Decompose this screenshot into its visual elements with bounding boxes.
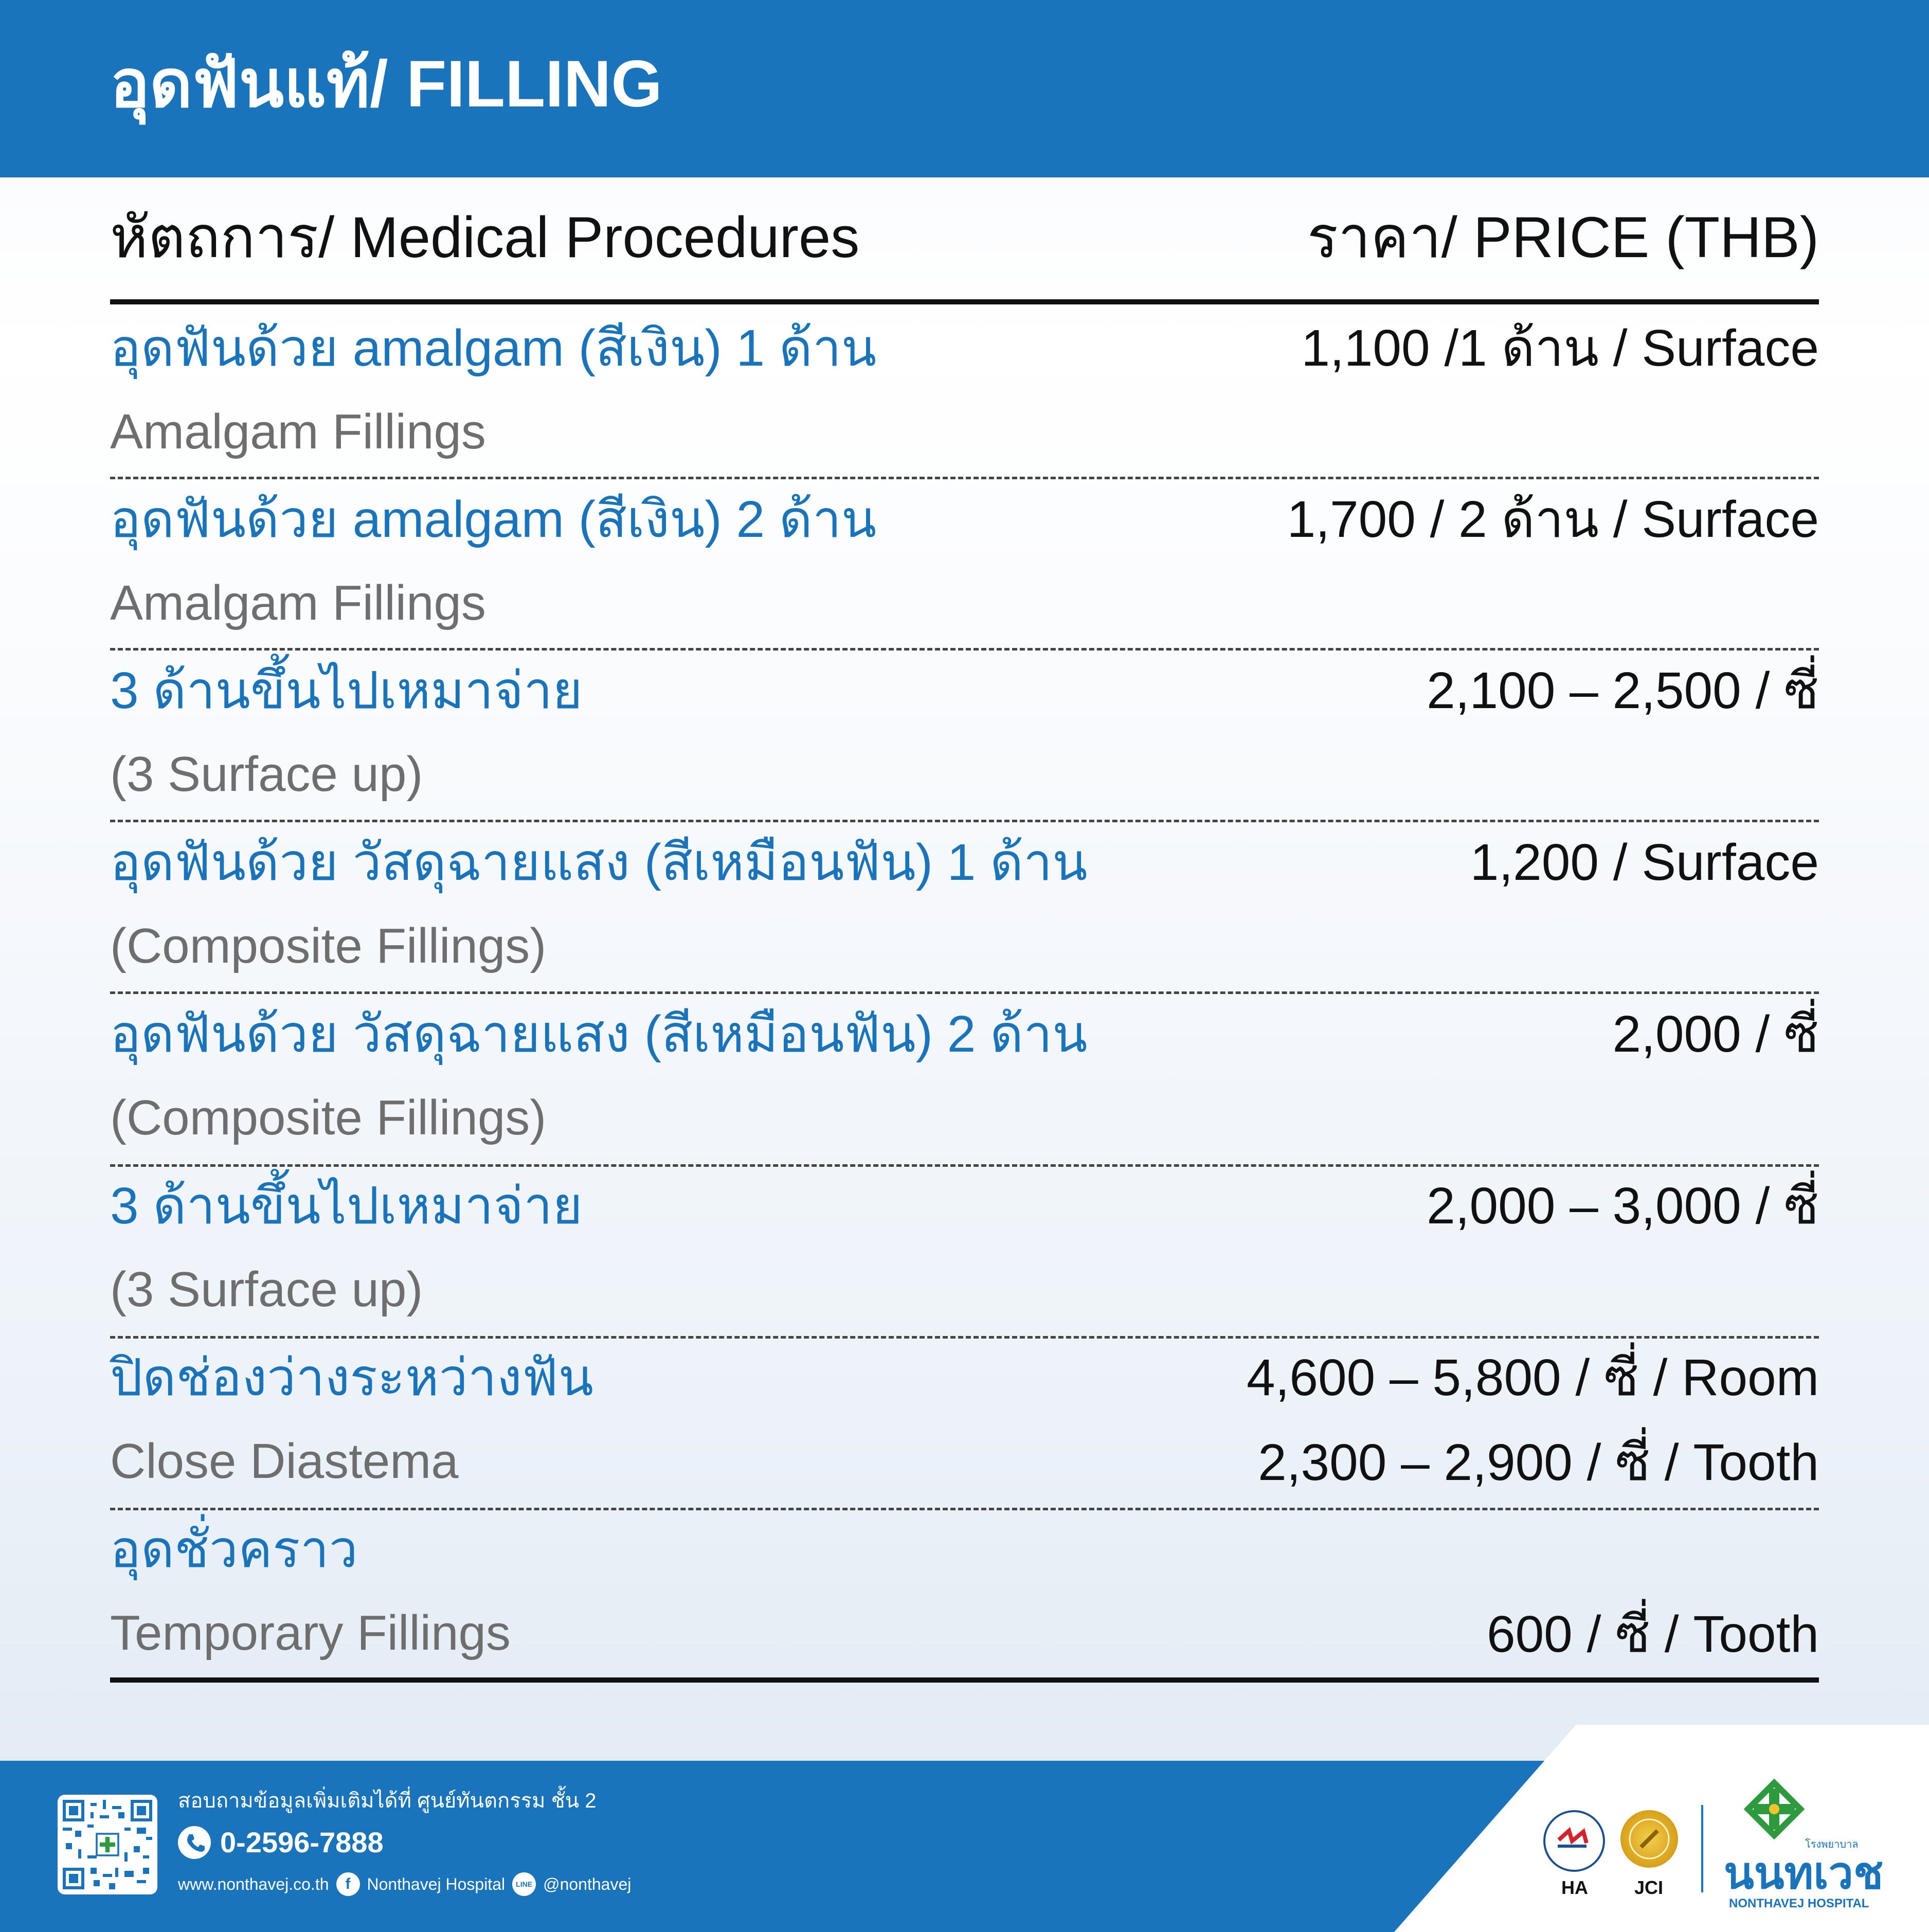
line-link[interactable]: @nonthavej — [543, 1874, 632, 1893]
phone-number[interactable]: 0-2596-7888 — [220, 1826, 384, 1858]
table-row — [110, 478, 1819, 648]
column-header-price: ราคา/ PRICE (THB) — [1307, 205, 1819, 269]
table-row — [110, 649, 1819, 819]
table-row — [110, 1165, 1819, 1334]
price-tooth: 600 / ซี่ / Tooth — [1486, 1605, 1819, 1663]
price: 1,200 / Surface — [1470, 834, 1819, 891]
procedure-english: Amalgam Fillings — [110, 404, 486, 459]
procedure-thai: 3 ด้านขึ้นไปเหมาจ่าย — [110, 1177, 583, 1235]
hospital-logo-icon — [1733, 1768, 1815, 1853]
procedure-thai: อุดฟันด้วย amalgam (สีเงิน) 2 ด้าน — [110, 491, 877, 548]
table-row — [110, 1337, 1819, 1506]
procedure-thai: 3 ด้านขึ้นไปเหมาจ่าย — [110, 662, 583, 719]
price: 2,000 / ซี่ — [1612, 1005, 1819, 1063]
procedure-english: Temporary Fillings — [110, 1605, 511, 1660]
procedure-thai: อุดชั่วคราว — [110, 1521, 358, 1578]
table-row — [110, 1508, 1819, 1678]
procedure-english: Close Diastema — [110, 1434, 459, 1489]
line-icon: LINE — [512, 1872, 536, 1896]
procedure-english: Amalgam Fillings — [110, 575, 486, 630]
ha-accreditation-icon — [1543, 1810, 1605, 1872]
table-bottom-rule — [110, 1677, 1819, 1683]
logo-english-name: NONTHAVEJ HOSPITAL — [1729, 1897, 1869, 1910]
table-top-rule — [110, 299, 1819, 304]
jci-label: JCI — [1634, 1877, 1664, 1898]
price-tooth: 2,300 – 2,900 / ซี่ / Tooth — [1258, 1434, 1819, 1491]
phone-icon — [178, 1826, 211, 1859]
qr-code[interactable] — [58, 1795, 157, 1894]
facebook-link[interactable]: Nonthavej Hospital — [367, 1874, 506, 1893]
page-title: อุดฟันแท้/ FILLING — [110, 47, 662, 121]
procedure-thai: อุดฟันด้วย วัสดุฉายแสง (สีเหมือนฟัน) 2 ด้าน — [110, 1005, 1088, 1063]
footer-divider — [1701, 1805, 1703, 1892]
jci-accreditation-icon — [1620, 1810, 1678, 1868]
procedure-english: (3 Surface up) — [110, 747, 423, 802]
procedure-thai: อุดฟันด้วย วัสดุฉายแสง (สีเหมือนฟัน) 1 ด้าน — [110, 834, 1088, 891]
procedure-english: (Composite Fillings) — [110, 1090, 547, 1145]
contact-info-text: สอบถามข้อมูลเพิ่มเติมได้ที่ ศูนย์ทันตกรรม ชั้น 2 — [178, 1790, 597, 1812]
logo-thai-name: นนทเวช — [1724, 1849, 1884, 1898]
ha-label: HA — [1561, 1877, 1588, 1898]
social-links — [178, 1870, 631, 1898]
table-row — [110, 993, 1819, 1163]
procedure-thai: ปิดช่องว่างระหว่างฟัน — [110, 1349, 593, 1406]
procedure-english: (3 Surface up) — [110, 1262, 423, 1317]
table-row — [110, 307, 1819, 477]
qr-code-icon — [63, 1800, 152, 1889]
phone-contact[interactable] — [178, 1825, 384, 1861]
price-room: 4,600 – 5,800 / ซี่ / Room — [1247, 1349, 1819, 1406]
facebook-icon: f — [336, 1872, 360, 1896]
table-header — [110, 203, 1819, 285]
price: 2,000 – 3,000 / ซี่ — [1427, 1177, 1819, 1235]
price: 1,100 /1 ด้าน / Surface — [1301, 319, 1819, 377]
header-bar — [0, 0, 1929, 177]
procedure-english: (Composite Fillings) — [110, 918, 547, 973]
price: 1,700 / 2 ด้าน / Surface — [1287, 491, 1819, 548]
website-link[interactable]: www.nonthavej.co.th — [178, 1874, 329, 1893]
logo-hospital-word: โรงพยาบาล — [1805, 1839, 1859, 1850]
procedure-thai: อุดฟันด้วย amalgam (สีเงิน) 1 ด้าน — [110, 319, 877, 377]
price: 2,100 – 2,500 / ซี่ — [1427, 662, 1819, 719]
column-header-procedure: หัตถการ/ Medical Procedures — [110, 205, 860, 269]
table-row — [110, 821, 1819, 991]
